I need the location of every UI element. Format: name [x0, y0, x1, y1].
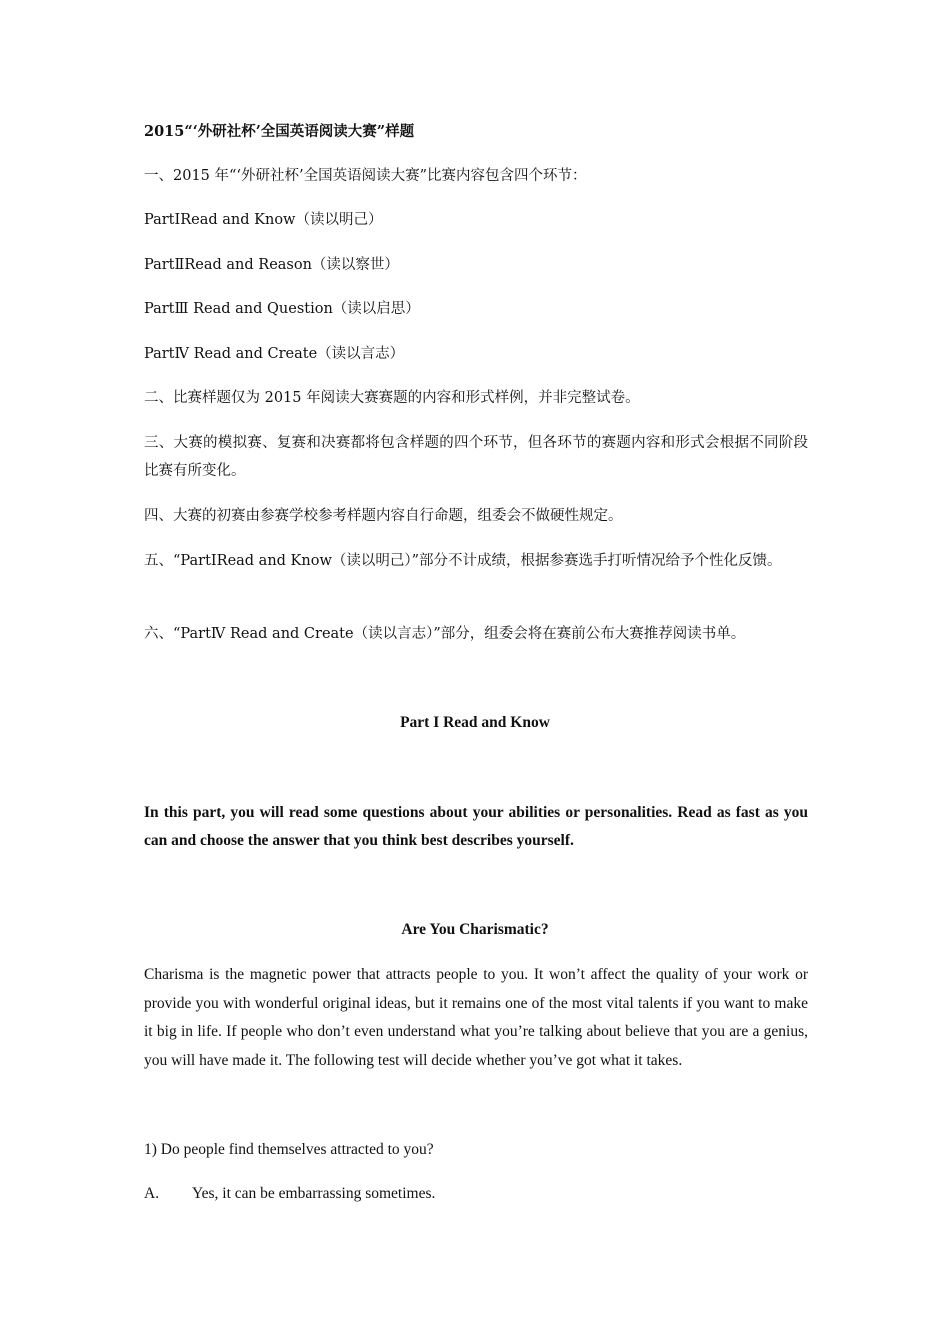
- part-item-2: PartⅡRead and Reason（读以察世）: [144, 257, 399, 273]
- note-6: 六、“PartⅣ Read and Create（读以言志）”部分，组委会将在赛前公布大赛推荐阅读书单。: [144, 626, 746, 642]
- question-1-option-a[interactable]: [144, 1180, 808, 1208]
- part1-heading: Part I Read and Know: [400, 714, 550, 731]
- note-3: 三、大赛的模拟赛、复赛和决赛都将包含样题的四个环节，但各环节的赛题内容和形式会根据不同阶段比赛有所变化。: [144, 435, 808, 479]
- part-item-4: PartⅣ Read and Create（读以言志）: [144, 346, 405, 362]
- option-a-text: Yes, it can be embarrassing sometimes.: [192, 1185, 436, 1202]
- note-4: 四、大赛的初赛由参赛学校参考样题内容自行命题，组委会不做硬性规定。: [144, 508, 623, 524]
- quiz-intro: Charisma is the magnetic power that attracts people to you. It won’t affect the quality of your work or provide you with wonderful original ideas, but it remains one of the most vital talents if you want to make it big in life. If people who don’t even understand what you’re talking about believe that you are a genius, you will have made it. The following test will decide whether you’ve got what it takes.: [144, 966, 808, 1069]
- note-2: 二、比赛样题仅为 2015 年阅读大赛赛题的内容和形式样例，并非完整试卷。: [144, 390, 640, 406]
- part-item-1: PartⅠRead and Know（读以明己）: [144, 212, 383, 228]
- quiz-title: Are You Charismatic?: [401, 921, 549, 938]
- note-5: 五、“PartⅠRead and Know（读以明己）”部分不计成绩，根据参赛选手打听情况给予个性化反馈。: [144, 553, 782, 569]
- option-a-label: A.: [144, 1185, 160, 1202]
- part-item-3: PartⅢ Read and Question（读以启思）: [144, 301, 420, 317]
- question-1: 1) Do people find themselves attracted to you?: [144, 1141, 434, 1158]
- intro-heading: 一、2015 年“‘外研社杯’全国英语阅读大赛”比赛内容包含四个环节：: [144, 168, 587, 184]
- part1-instruction: In this part, you will read some questions about your abilities or personalities. Read as fast as you can and choose the answer that you think best describes yourself.: [144, 804, 808, 849]
- document-title: 2015“‘外研社杯’全国英语阅读大赛”样题: [144, 123, 415, 140]
